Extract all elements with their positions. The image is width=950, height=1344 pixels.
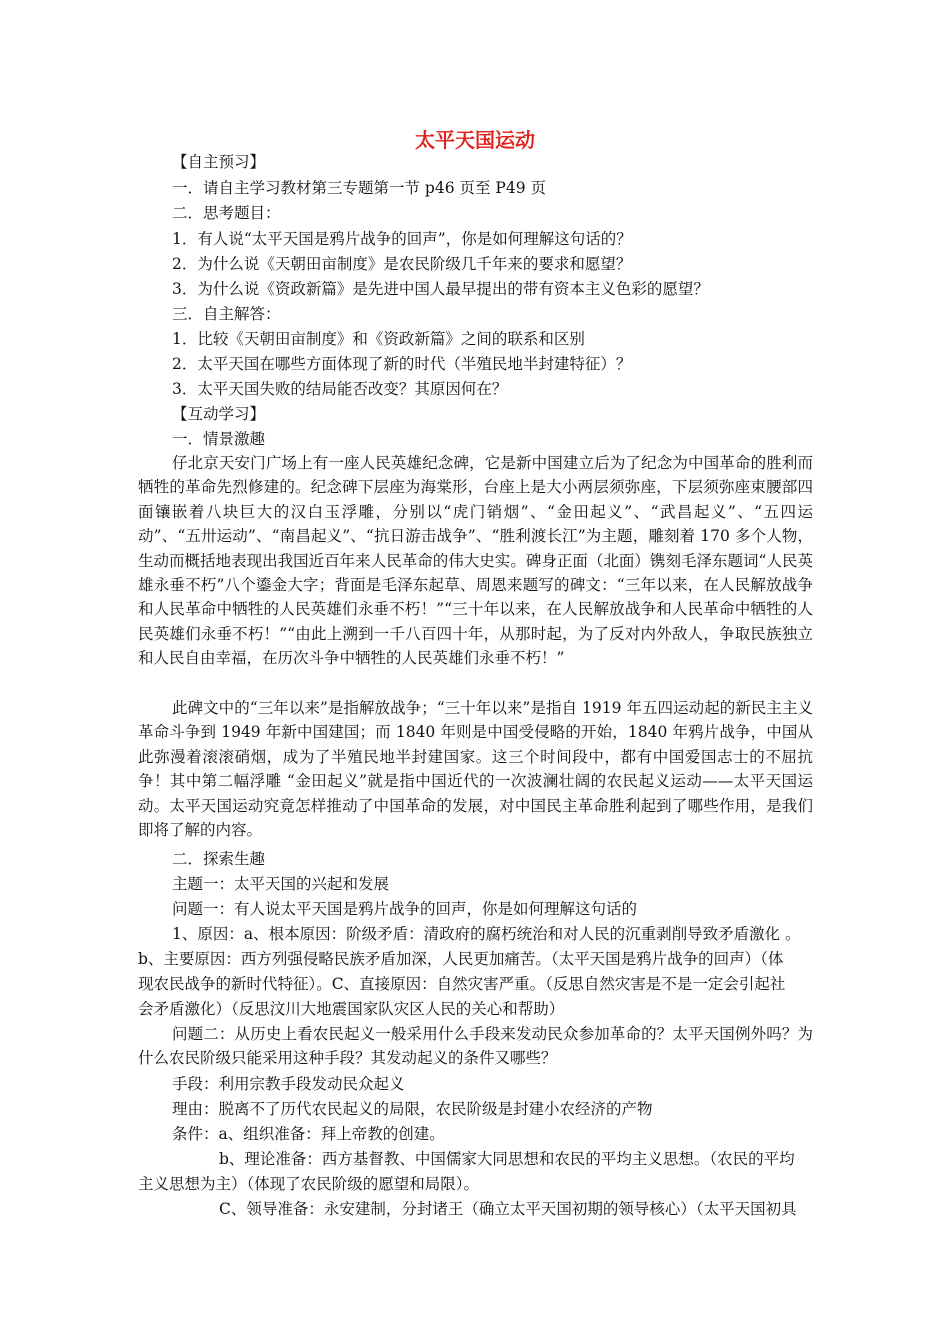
preview-task-1: 一．请自主学习教材第三专题第一节 p46 页至 P49 页 xyxy=(172,179,547,197)
theme-1: 主题一：太平天国的兴起和发展 xyxy=(172,875,390,893)
scene-heading: 一．情景激趣 xyxy=(172,430,266,448)
preview-answer-2: 2．太平天国在哪些方面体现了新的时代（半殖民地半封建特征）？ xyxy=(172,355,632,373)
preview-task-2: 二．思考题目： xyxy=(172,204,281,222)
condition-b-line-2: 主义思想为主）（体现了农民阶级的愿望和局限）。 xyxy=(138,1175,480,1193)
question-1: 问题一：有人说太平天国是鸦片战争的回声，你是如何理解这句话的 xyxy=(172,900,638,918)
condition-c: C、领导准备：永安建制，分封诸王（确立太平天国初期的领导核心）（太平天国初具 xyxy=(219,1200,797,1218)
condition-b-line-1: b、理论准备：西方基督教、中国儒家大同思想和农民的平均主义思想。（农民的平均 xyxy=(219,1150,795,1168)
preview-answer-3: 3．太平天国失败的结局能否改变？其原因何在？ xyxy=(172,380,508,398)
cause-line-3: 现农民战争的新时代特征）。C、直接原因：自然灾害严重。（反思自然灾害是不是一定会引起社 xyxy=(138,975,786,993)
section-header-preview: 【自主预习】 xyxy=(172,153,266,171)
condition-a: 条件：a、组织准备：拜上帝教的创建。 xyxy=(172,1125,445,1143)
section-header-interactive: 【互动学习】 xyxy=(172,405,266,423)
preview-question-2: 2．为什么说《天朝田亩制度》是农民阶级几千年来的要求和愿望？ xyxy=(172,255,632,273)
means-line: 手段：利用宗教手段发动民众起义 xyxy=(172,1075,405,1093)
scene-paragraph-2: 此碑文中的“三年以来”是指解放战争；“三十年以来”是指自 1919 年五四运动起的新民主主义革命斗争到 1949 年新中国建国；而 1840 年则是中国受侵略的开始，1840 年鸦片战争，中国从此弥漫着滚滚硝烟，成为了半殖民地半封建国家。这三个时间段中，都有中国爱国志士的不屈抗争！其中第二幅浮雕 “金田起义”就是指中国近代的一次波澜壮阔的农民起义运动——太平天国运动。太平天国运动究竟怎样推动了中国革命的发展，对中国民主革命胜利起到了哪些作用，是我们即将了解的内容。 xyxy=(138,699,813,840)
preview-task-3: 三．自主解答： xyxy=(172,305,281,323)
question-2: 问题二：从历史上看农民起义一般采用什么手段来发动民众参加革命的？太平天国例外吗？为什么农民阶级只能采用这种手段？其发动起义的条件又哪些？ xyxy=(138,1025,813,1068)
preview-question-1: 1．有人说“太平天国是鸦片战争的回声”，你是如何理解这句话的？ xyxy=(172,230,632,248)
preview-answer-1: 1．比较《天朝田亩制度》和《资政新篇》之间的联系和区别 xyxy=(172,330,585,348)
cause-line-4: 会矛盾激化）（反思汶川大地震国家队灾区人民的关心和帮助） xyxy=(138,1000,565,1018)
explore-heading: 二．探索生趣 xyxy=(172,850,266,868)
page-title: 太平天国运动 xyxy=(415,128,535,152)
cause-line-2: b、主要原因：西方列强侵略民族矛盾加深，人民更加痛苦。（太平天国是鸦片战争的回声）（体 xyxy=(138,950,784,968)
scene-paragraph-1: 仔北京天安门广场上有一座人民英雄纪念碑，它是新中国建立后为了纪念为中国革命的胜利而牺牲的革命先烈修建的。纪念碑下层座为海棠形，台座上是大小两层须弥座，下层须弥座束腰部四面镶嵌着八块巨大的汉白玉浮雕，分别以“虎门销烟”、“金田起义”、“武昌起义”、“五四运动”、“五卅运动”、“南昌起义”、“抗日游击战争”、“胜利渡长江”为主题，雕刻着 170 多个人物，生动而概括地表现出我国近百年来人民革命的伟大史实。碑身正面（北面）镌刻毛泽东题词“人民英雄永垂不朽”八个鎏金大字；背面是毛泽东起草、周恩来题写的碑文：“三年以来，在人民解放战争和人民革命中牺牲的人民英雄们永垂不朽！”“三十年以来，在人民解放战争和人民革命中牺牲的人民英雄们永垂不朽！”“由此上溯到一千八百四十年，从那时起，为了反对内外敌人，争取民族独立和人民自由幸福，在历次斗争中牺牲的人民英雄们永垂不朽！” xyxy=(138,454,813,668)
preview-question-3: 3．为什么说《资政新篇》是先进中国人最早提出的带有资本主义色彩的愿望？ xyxy=(172,280,709,298)
reason-line: 理由：脱离不了历代农民起义的局限，农民阶级是封建小农经济的产物 xyxy=(172,1100,653,1118)
cause-line-1: 1、原因：a、根本原因：阶级矛盾：清政府的腐朽统治和对人民的沉重剥削导致矛盾激化 。 xyxy=(172,925,801,943)
